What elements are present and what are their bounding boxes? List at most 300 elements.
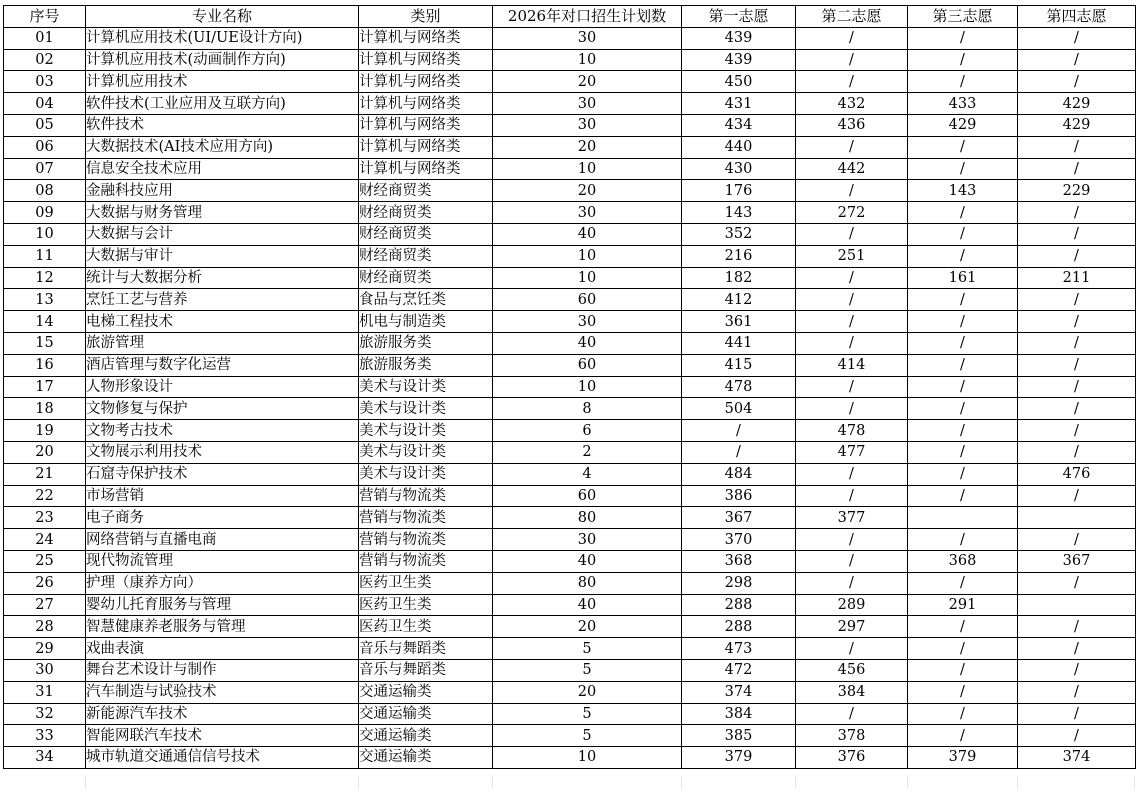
cell-first-choice: 288 [682,616,796,638]
cell-first-choice: 379 [682,747,796,769]
cell-third-choice: / [908,398,1018,420]
cell-fourth-choice: / [1018,681,1136,703]
cell-first-choice: 478 [682,376,796,398]
cell-second-choice: / [796,180,908,202]
cell-plan-count: 20 [493,136,682,158]
cell-first-choice: 352 [682,223,796,245]
cell-third-choice: / [908,49,1018,71]
cell-second-choice: 442 [796,158,908,180]
cell-plan-count: 40 [493,223,682,245]
cell-first-choice: 504 [682,398,796,420]
cell-third-choice: / [908,245,1018,267]
cell-index: 28 [4,616,86,638]
table-row [4,507,1136,529]
cell-category: 旅游服务类 [359,332,493,354]
cell-second-choice: 432 [796,93,908,115]
cell-second-choice: / [796,223,908,245]
cell-third-choice: / [908,485,1018,507]
cell-second-choice: 477 [796,441,908,463]
table-row [4,420,1136,442]
cell-fourth-choice: / [1018,223,1136,245]
cell-plan-count: 10 [493,158,682,180]
cell-category: 交通运输类 [359,725,493,747]
cell-major-name: 大数据与会计 [86,223,359,245]
cell-category: 财经商贸类 [359,180,493,202]
cell-category: 财经商贸类 [359,202,493,224]
table-row [4,245,1136,267]
cell-first-choice: 450 [682,71,796,93]
cell-plan-count: 60 [493,354,682,376]
cell-first-choice: 370 [682,529,796,551]
cell-third-choice: 161 [908,267,1018,289]
cell-first-choice: 431 [682,93,796,115]
cell-second-choice: 436 [796,114,908,136]
cell-fourth-choice: / [1018,311,1136,333]
cell-index: 16 [4,354,86,376]
cell-first-choice: 367 [682,507,796,529]
cell-category: 食品与烹饪类 [359,289,493,311]
cell-category: 交通运输类 [359,681,493,703]
cell-fourth-choice: 476 [1018,463,1136,485]
cell-fourth-choice: / [1018,245,1136,267]
cell-category: 财经商贸类 [359,245,493,267]
cell-second-choice: / [796,485,908,507]
cell-plan-count: 80 [493,507,682,529]
cell-plan-count: 2 [493,441,682,463]
cell-major-name: 电梯工程技术 [86,311,359,333]
table-row [4,354,1136,376]
cell-major-name: 戏曲表演 [86,638,359,660]
cell-third-choice: / [908,572,1018,594]
cell-fourth-choice: 374 [1018,747,1136,769]
cell-third-choice: / [908,616,1018,638]
cell-plan-count: 5 [493,725,682,747]
cell-third-choice: / [908,158,1018,180]
header-fourth-choice: 第四志愿 [1018,6,1136,28]
cell-index: 18 [4,398,86,420]
cell-fourth-choice [1018,507,1136,529]
cell-plan-count: 30 [493,529,682,551]
table-row [4,703,1136,725]
cell-plan-count: 6 [493,420,682,442]
header-first-choice: 第一志愿 [682,6,796,28]
table-row [4,550,1136,572]
cell-major-name: 新能源汽车技术 [86,703,359,725]
cell-category: 美术与设计类 [359,398,493,420]
cell-plan-count: 20 [493,180,682,202]
cell-fourth-choice: 211 [1018,267,1136,289]
cell-category: 音乐与舞蹈类 [359,638,493,660]
cell-third-choice: / [908,441,1018,463]
cell-index: 01 [4,27,86,49]
cell-major-name: 护理（康养方向） [86,572,359,594]
cell-major-name: 智能网联汽车技术 [86,725,359,747]
cell-first-choice: 412 [682,289,796,311]
cell-index: 25 [4,550,86,572]
cell-plan-count: 40 [493,550,682,572]
cell-major-name: 婴幼儿托育服务与管理 [86,594,359,616]
table-row [4,398,1136,420]
cell-second-choice: / [796,529,908,551]
cell-major-name: 舞台艺术设计与制作 [86,659,359,681]
cell-fourth-choice: / [1018,616,1136,638]
cell-first-choice: 374 [682,681,796,703]
cell-index: 31 [4,681,86,703]
cell-plan-count: 5 [493,659,682,681]
cell-first-choice: / [682,441,796,463]
cell-category: 营销与物流类 [359,507,493,529]
table-row [4,638,1136,660]
cell-fourth-choice: / [1018,398,1136,420]
cell-second-choice: 377 [796,507,908,529]
cell-fourth-choice: / [1018,638,1136,660]
cell-major-name: 文物展示利用技术 [86,441,359,463]
table-row [4,616,1136,638]
header-third-choice: 第三志愿 [908,6,1018,28]
cell-major-name: 智慧健康养老服务与管理 [86,616,359,638]
cell-first-choice: / [682,420,796,442]
cell-first-choice: 415 [682,354,796,376]
cell-major-name: 软件技术 [86,114,359,136]
cell-major-name: 石窟寺保护技术 [86,463,359,485]
cell-major-name: 大数据与审计 [86,245,359,267]
header-category: 类别 [359,6,493,28]
cell-fourth-choice: / [1018,332,1136,354]
cell-index: 10 [4,223,86,245]
cell-fourth-choice: / [1018,202,1136,224]
table-row [4,267,1136,289]
table-row [4,463,1136,485]
cell-second-choice: 272 [796,202,908,224]
cell-index: 30 [4,659,86,681]
cell-index: 27 [4,594,86,616]
cell-category: 计算机与网络类 [359,71,493,93]
cell-plan-count: 80 [493,572,682,594]
table-row [4,572,1136,594]
cell-first-choice: 440 [682,136,796,158]
cell-index: 09 [4,202,86,224]
table-row [4,441,1136,463]
cell-fourth-choice: / [1018,703,1136,725]
cell-plan-count: 30 [493,311,682,333]
cell-third-choice: 368 [908,550,1018,572]
cell-plan-count: 10 [493,267,682,289]
cell-plan-count: 5 [493,703,682,725]
cell-major-name: 计算机应用技术(动画制作方向) [86,49,359,71]
cell-fourth-choice: / [1018,49,1136,71]
cell-third-choice: 379 [908,747,1018,769]
cell-category: 美术与设计类 [359,441,493,463]
cell-index: 23 [4,507,86,529]
cell-plan-count: 40 [493,332,682,354]
cell-category: 音乐与舞蹈类 [359,659,493,681]
cell-first-choice: 473 [682,638,796,660]
cell-fourth-choice: / [1018,485,1136,507]
cell-index: 29 [4,638,86,660]
cell-first-choice: 143 [682,202,796,224]
cell-major-name: 计算机应用技术(UI/UE设计方向) [86,27,359,49]
cell-second-choice: 414 [796,354,908,376]
cell-category: 医药卫生类 [359,616,493,638]
cell-third-choice: / [908,681,1018,703]
cell-second-choice: / [796,638,908,660]
cell-second-choice: / [796,572,908,594]
cell-second-choice: / [796,398,908,420]
cell-index: 20 [4,441,86,463]
cell-plan-count: 8 [493,398,682,420]
cell-first-choice: 182 [682,267,796,289]
cell-category: 医药卫生类 [359,594,493,616]
cell-fourth-choice: 367 [1018,550,1136,572]
cell-third-choice: / [908,703,1018,725]
cell-plan-count: 4 [493,463,682,485]
cell-third-choice: / [908,332,1018,354]
cell-third-choice: 429 [908,114,1018,136]
cell-major-name: 金融科技应用 [86,180,359,202]
cell-major-name: 烹饪工艺与营养 [86,289,359,311]
cell-index: 05 [4,114,86,136]
cell-plan-count: 60 [493,485,682,507]
cell-index: 17 [4,376,86,398]
cell-index: 02 [4,49,86,71]
cell-category: 计算机与网络类 [359,49,493,71]
cell-plan-count: 60 [493,289,682,311]
cell-first-choice: 439 [682,27,796,49]
cell-plan-count: 20 [493,71,682,93]
cell-third-choice: / [908,202,1018,224]
cell-index: 15 [4,332,86,354]
cell-third-choice: 433 [908,93,1018,115]
table-row [4,681,1136,703]
cell-fourth-choice: 429 [1018,93,1136,115]
table-row [4,529,1136,551]
cell-category: 美术与设计类 [359,463,493,485]
table-row [4,594,1136,616]
cell-first-choice: 386 [682,485,796,507]
cell-first-choice: 361 [682,311,796,333]
cell-fourth-choice: / [1018,27,1136,49]
table-row [4,114,1136,136]
cell-fourth-choice: / [1018,71,1136,93]
cell-third-choice: / [908,27,1018,49]
cell-fourth-choice: / [1018,158,1136,180]
cell-plan-count: 10 [493,49,682,71]
cell-fourth-choice: / [1018,725,1136,747]
cell-index: 21 [4,463,86,485]
cell-third-choice [908,507,1018,529]
cell-first-choice: 176 [682,180,796,202]
table-row [4,485,1136,507]
cell-third-choice: / [908,725,1018,747]
cell-plan-count: 10 [493,376,682,398]
cell-fourth-choice: / [1018,659,1136,681]
cell-fourth-choice [1018,594,1136,616]
cell-index: 08 [4,180,86,202]
cell-fourth-choice: / [1018,529,1136,551]
cell-second-choice: 378 [796,725,908,747]
cell-plan-count: 10 [493,747,682,769]
cell-major-name: 统计与大数据分析 [86,267,359,289]
cell-first-choice: 384 [682,703,796,725]
cell-category: 营销与物流类 [359,550,493,572]
cell-major-name: 汽车制造与试验技术 [86,681,359,703]
cell-major-name: 人物形象设计 [86,376,359,398]
cell-second-choice: 478 [796,420,908,442]
cell-major-name: 文物修复与保护 [86,398,359,420]
cell-index: 22 [4,485,86,507]
cell-second-choice: / [796,289,908,311]
header-major-name: 专业名称 [86,6,359,28]
cell-index: 04 [4,93,86,115]
cell-first-choice: 385 [682,725,796,747]
cell-fourth-choice: 229 [1018,180,1136,202]
table-row [4,332,1136,354]
cell-fourth-choice: / [1018,289,1136,311]
cell-third-choice: / [908,311,1018,333]
cell-major-name: 文物考古技术 [86,420,359,442]
cell-first-choice: 288 [682,594,796,616]
cell-major-name: 城市轨道交通通信信号技术 [86,747,359,769]
cell-fourth-choice: / [1018,354,1136,376]
table-row [4,725,1136,747]
cell-second-choice: / [796,49,908,71]
cell-second-choice: / [796,27,908,49]
cell-third-choice: 143 [908,180,1018,202]
table-row [4,136,1136,158]
admission-plan-table [3,5,1136,769]
cell-first-choice: 484 [682,463,796,485]
table-row [4,202,1136,224]
header-second-choice: 第二志愿 [796,6,908,28]
cell-fourth-choice: / [1018,572,1136,594]
cell-major-name: 网络营销与直播电商 [86,529,359,551]
cell-index: 26 [4,572,86,594]
cell-fourth-choice: / [1018,441,1136,463]
cell-fourth-choice: / [1018,376,1136,398]
cell-category: 计算机与网络类 [359,136,493,158]
cell-third-choice: / [908,638,1018,660]
cell-category: 计算机与网络类 [359,93,493,115]
cell-second-choice: 376 [796,747,908,769]
cell-second-choice: / [796,311,908,333]
table-row [4,747,1136,769]
table-row [4,27,1136,49]
cell-major-name: 软件技术(工业应用及互联方向) [86,93,359,115]
cell-plan-count: 40 [493,594,682,616]
cell-index: 33 [4,725,86,747]
table-row [4,223,1136,245]
cell-major-name: 电子商务 [86,507,359,529]
cell-first-choice: 298 [682,572,796,594]
header-plan-count: 2026年对口招生计划数 [493,6,682,28]
cell-first-choice: 216 [682,245,796,267]
cell-third-choice: / [908,376,1018,398]
cell-plan-count: 5 [493,638,682,660]
cell-category: 营销与物流类 [359,529,493,551]
cell-index: 03 [4,71,86,93]
cell-category: 旅游服务类 [359,354,493,376]
cell-second-choice: / [796,463,908,485]
table-row [4,158,1136,180]
cell-major-name: 大数据与财务管理 [86,202,359,224]
cell-third-choice: / [908,354,1018,376]
cell-second-choice: / [796,267,908,289]
cell-category: 财经商贸类 [359,223,493,245]
cell-index: 06 [4,136,86,158]
cell-fourth-choice: / [1018,136,1136,158]
cell-category: 医药卫生类 [359,572,493,594]
cell-plan-count: 30 [493,93,682,115]
cell-index: 34 [4,747,86,769]
cell-second-choice: / [796,71,908,93]
cell-major-name: 信息安全技术应用 [86,158,359,180]
cell-category: 财经商贸类 [359,267,493,289]
cell-category: 机电与制造类 [359,311,493,333]
cell-first-choice: 439 [682,49,796,71]
cell-category: 计算机与网络类 [359,114,493,136]
cell-category: 交通运输类 [359,747,493,769]
cell-plan-count: 30 [493,114,682,136]
cell-plan-count: 20 [493,681,682,703]
cell-second-choice: / [796,703,908,725]
cell-index: 12 [4,267,86,289]
cell-third-choice: / [908,136,1018,158]
cell-fourth-choice: 429 [1018,114,1136,136]
cell-index: 14 [4,311,86,333]
cell-plan-count: 10 [493,245,682,267]
cell-third-choice: / [908,529,1018,551]
cell-second-choice: / [796,332,908,354]
cell-third-choice: / [908,420,1018,442]
cell-second-choice: 297 [796,616,908,638]
table-row [4,289,1136,311]
cell-category: 美术与设计类 [359,420,493,442]
cell-index: 11 [4,245,86,267]
cell-category: 交通运输类 [359,703,493,725]
cell-second-choice: 289 [796,594,908,616]
cell-major-name: 旅游管理 [86,332,359,354]
cell-first-choice: 368 [682,550,796,572]
cell-major-name: 市场营销 [86,485,359,507]
header-index: 序号 [4,6,86,28]
cell-plan-count: 30 [493,27,682,49]
cell-third-choice: / [908,223,1018,245]
cell-index: 07 [4,158,86,180]
cell-plan-count: 20 [493,616,682,638]
cell-first-choice: 430 [682,158,796,180]
table-row [4,93,1136,115]
cell-index: 19 [4,420,86,442]
cell-third-choice: / [908,71,1018,93]
table-row [4,71,1136,93]
cell-third-choice: / [908,463,1018,485]
cell-first-choice: 472 [682,659,796,681]
cell-second-choice: / [796,550,908,572]
header-row [4,6,1136,28]
cell-second-choice: / [796,376,908,398]
cell-second-choice: 251 [796,245,908,267]
cell-index: 13 [4,289,86,311]
cell-major-name: 计算机应用技术 [86,71,359,93]
cell-plan-count: 30 [493,202,682,224]
cell-second-choice: / [796,136,908,158]
sheet-gridlines [3,775,1135,789]
cell-category: 营销与物流类 [359,485,493,507]
table-row [4,376,1136,398]
table-row [4,49,1136,71]
table-row [4,180,1136,202]
table-row [4,311,1136,333]
